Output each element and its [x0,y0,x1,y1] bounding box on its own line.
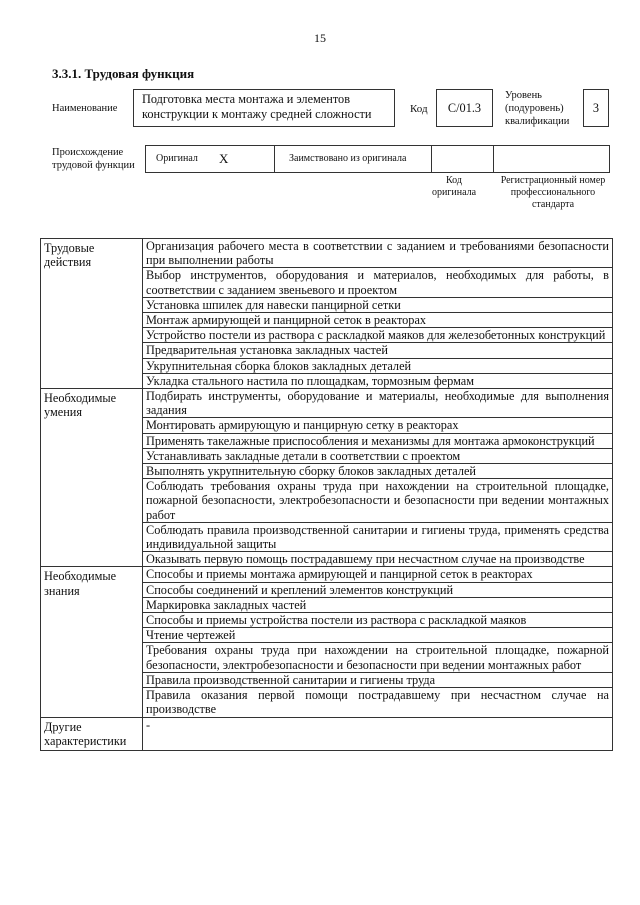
name-value: Подготовка места монтажа и элементов конструкции к монтажу средней сложности [142,92,372,121]
other-characteristics-row [41,717,613,750]
code-original-caption: Код оригинала [431,175,477,198]
required-knowledge-item: Способы соединений и креплений элементов конструкций [143,582,613,597]
required-skills-item: Устанавливать закладные детали в соответствии с проектом [143,448,613,463]
function-details-table [40,238,613,751]
other-characteristics-item: - [143,717,613,750]
required-knowledge-item: Способы и приемы монтажа армирующей и панцирной сеток в реакторах [143,567,613,582]
name-label: Наименование [52,103,118,114]
other-characteristics-title: Другие характеристики [41,717,143,750]
level-box [583,89,609,127]
required-skills-item: Соблюдать требования охраны труда при нахождении на строительной площадке, пожарной безопасности, электробезопасности и безопасности при ведении монтажных работ [143,479,613,523]
required-skills-row [41,389,613,418]
required-knowledge-item: Маркировка закладных частей [143,597,613,612]
required-skills-item: Применять такелажные приспособления и механизмы для монтажа армоконструкций [143,433,613,448]
labor-actions-row [41,239,613,268]
page-number: 15 [314,31,326,45]
original-label: Оригинал [156,153,198,164]
borrowed-label: Заимствовано из оригинала [289,153,407,164]
level-value: 3 [592,101,600,115]
required-knowledge-item: Правила оказания первой помощи пострадавшему при несчастном случае на производстве [143,688,613,717]
level-label: Уровень (подуровень) квалификации [505,90,570,127]
required-skills-item: Выполнять укрупнительную сборку блоков закладных деталей [143,464,613,479]
labor-actions-item: Укладка стального настила по площадкам, тормозным фермам [143,373,613,388]
labor-actions-item: Установка шпилек для навески панцирной сетки [143,297,613,312]
code-box [436,89,493,127]
origin-box [145,145,610,173]
labor-actions-item: Устройство постели из раствора с раскладкой маяков для железобетонных конструкций [143,328,613,343]
labor-actions-item: Организация рабочего места в соответствии с заданием и требованиями безопасности при выполнении работы [143,239,613,268]
code-label: Код [410,103,428,115]
labor-actions-item: Монтаж армирующей и панцирной сеток в реакторах [143,313,613,328]
origin-label: Происхождение трудовой функции [52,147,135,171]
labor-actions-item: Выбор инструментов, оборудования и материалов, необходимых для работы, в соответствии с заданием звеньевого и проектом [143,268,613,297]
required-knowledge-item: Способы и приемы устройства постели из раствора с раскладкой маяков [143,613,613,628]
code-value: C/01.3 [447,101,482,115]
required-skills-item: Оказывать первую помощь пострадавшему при несчастном случае на производстве [143,552,613,567]
required-skills-item: Соблюдать правила производственной санитарии и гигиены труда, применять средства индивидуальной защиты [143,522,613,551]
required-knowledge-row [41,567,613,582]
required-skills-item: Монтировать армирующую и панцирную сетку в реакторах [143,418,613,433]
required-knowledge-title: Необходимые знания [41,567,143,717]
required-knowledge-item: Правила производственной санитарии и гигиены труда [143,672,613,687]
original-mark: X [219,151,229,166]
labor-actions-item: Укрупнительная сборка блоков закладных деталей [143,358,613,373]
registration-caption: Регистрационный номер профессионального стандарта [500,175,606,210]
required-knowledge-item: Требования охраны труда при нахождении на строительной площадке, пожарной безопасности, электробезопасности и безопасности при ведении монтажных работ [143,643,613,672]
name-box [133,89,395,127]
required-skills-item: Подбирать инструменты, оборудование и материалы, необходимые для выполнения задания [143,389,613,418]
labor-actions-item: Предварительная установка закладных частей [143,343,613,358]
section-title: 3.3.1. Трудовая функция [52,66,195,81]
required-knowledge-item: Чтение чертежей [143,628,613,643]
labor-actions-title: Трудовые действия [41,239,143,389]
required-skills-title: Необходимые умения [41,389,143,567]
